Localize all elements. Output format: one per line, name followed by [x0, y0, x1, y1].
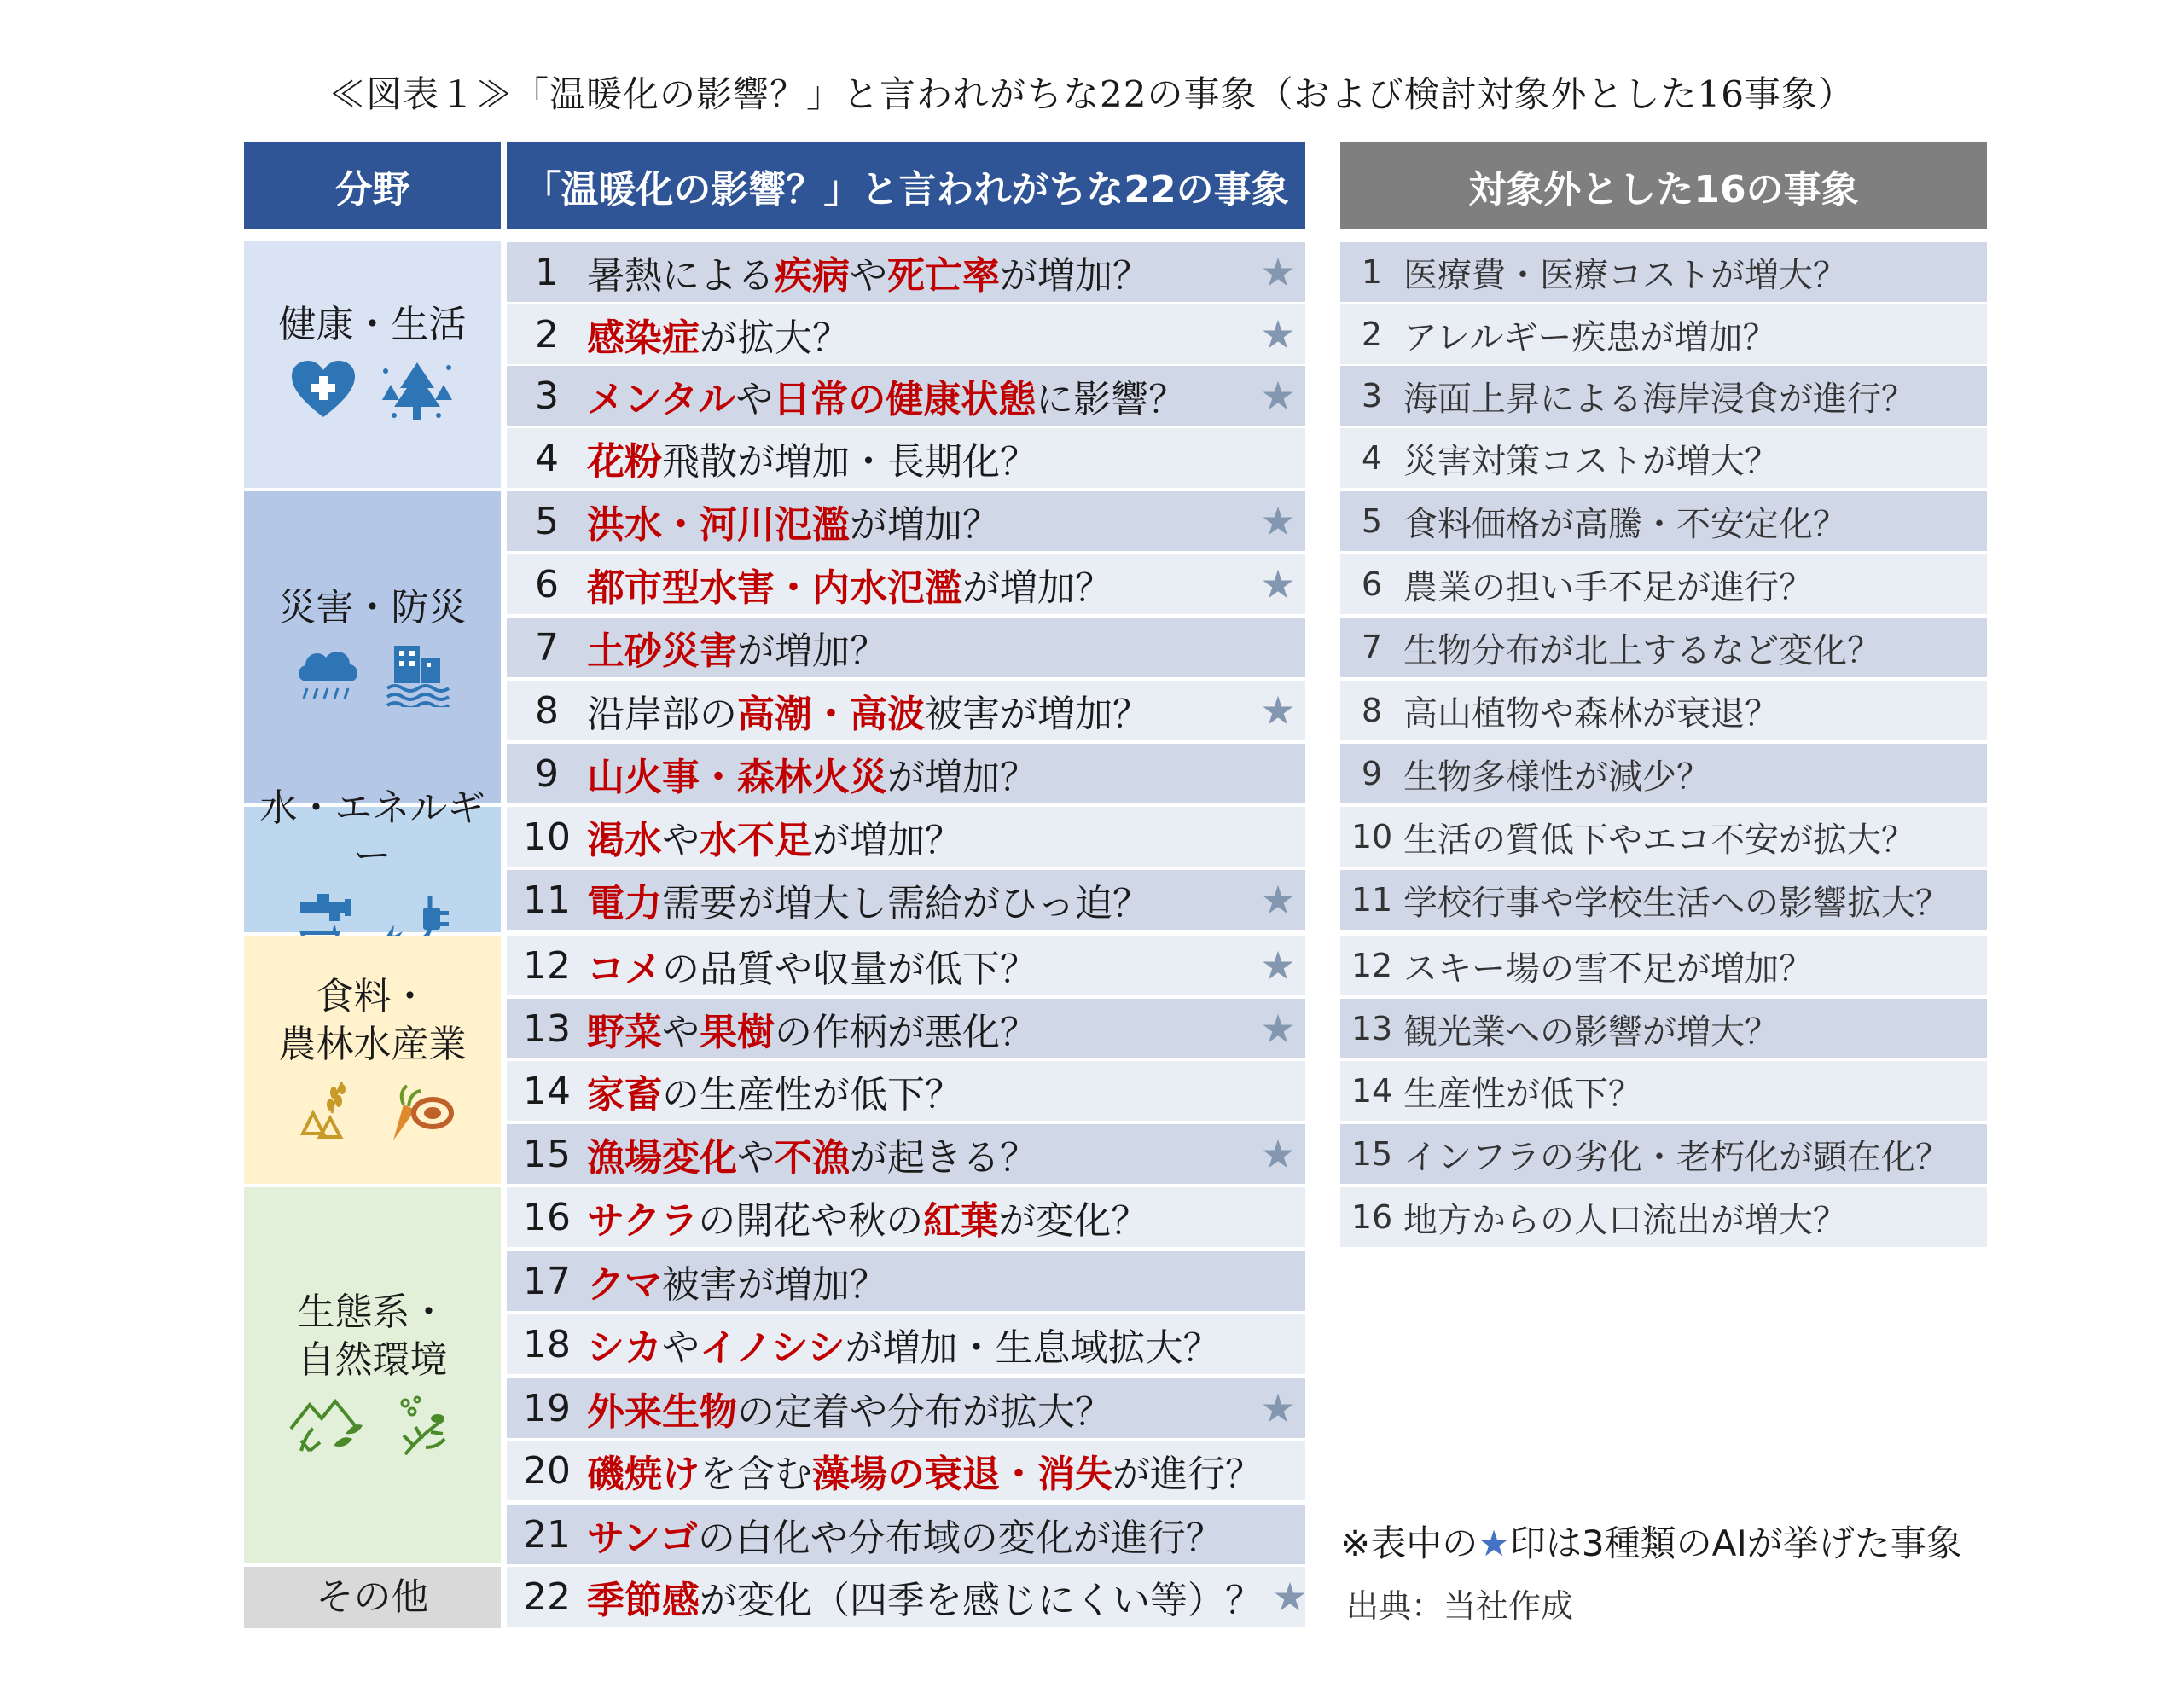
event-number: 19 [523, 1386, 571, 1430]
star-icon: ★ [1260, 498, 1296, 544]
excluded-number: 3 [1361, 377, 1383, 415]
header-events: 「温暖化の影響？」と言われがちな22の事象 [507, 142, 1305, 229]
event-text-part: 被害が増加？ [662, 1263, 887, 1307]
flood-building-icon [384, 642, 452, 710]
event-number: 10 [523, 815, 571, 859]
event-text-part: が増加？ [812, 819, 962, 862]
rice-icon [291, 1079, 351, 1147]
mountain-plants-icon [289, 1395, 366, 1463]
excluded-number: 2 [1361, 316, 1383, 353]
event-highlight: 渇水 [587, 819, 662, 862]
star-icon: ★ [1260, 249, 1296, 295]
event-text [587, 1064, 1251, 1118]
star-icon: ★ [1260, 942, 1296, 989]
category-health [244, 241, 501, 488]
excluded-number: 10 [1350, 818, 1393, 855]
event-text-part: が変化？ [998, 1199, 1149, 1243]
excluded-row [1340, 807, 1987, 867]
excluded-text: 農業の担い手不足が進行？ [1403, 567, 1813, 607]
rain-cloud-icon [293, 642, 362, 710]
event-highlight: 洪水・河川氾濫 [587, 503, 850, 547]
event-text-part: 沿岸部の [587, 693, 737, 736]
category-name: 水・エネルギー [259, 786, 485, 878]
event-text-part: や [662, 1326, 700, 1370]
event-text [587, 809, 1251, 864]
event-text-part: の定着や分布が拡大？ [737, 1390, 1112, 1434]
event-text-part: が拡大？ [700, 316, 850, 360]
excluded-number: 12 [1350, 947, 1393, 984]
excluded-row [1340, 999, 1987, 1058]
event-highlight: 紅葉 [923, 1199, 999, 1243]
event-number: 20 [523, 1448, 571, 1493]
excluded-number: 8 [1361, 692, 1383, 729]
excluded-text: 地方からの人口流出が増大？ [1403, 1200, 1847, 1240]
figure-title: ≪図表１≫「温暖化の影響？」と言われがちな22の事象（および検討対象外とした16事象） [329, 73, 1855, 115]
excluded-text: 災害対策コストが増大？ [1403, 441, 1779, 481]
event-text-part: が増加？ [962, 566, 1112, 610]
event-number: 12 [523, 943, 571, 988]
event-text [587, 683, 1251, 738]
event-text-part: の作柄が悪化？ [775, 1011, 1037, 1054]
event-text-part: や [662, 819, 700, 862]
event-row [507, 1441, 1305, 1500]
star-icon: ★ [1260, 877, 1296, 923]
event-text-part: が進行？ [1112, 1453, 1263, 1496]
excluded-text: 生活の質低下やエコ不安が拡大？ [1403, 820, 1915, 860]
excluded-number: 5 [1361, 502, 1383, 540]
category-name: 食料・ 農林水産業 [278, 974, 467, 1066]
event-row [507, 681, 1305, 740]
event-highlight: 花粉 [587, 440, 662, 484]
event-text [587, 1001, 1251, 1056]
excluded-text: アレルギー疾患が増加？ [1403, 317, 1777, 357]
star-icon: ★ [1260, 373, 1296, 419]
excluded-text: 医療費・医療コストが増大？ [1403, 255, 1847, 295]
event-text-part: の開花や秋の [698, 1199, 924, 1243]
event-row [507, 1187, 1305, 1247]
event-text [587, 1127, 1251, 1181]
star-icon: ★ [1260, 561, 1296, 607]
event-text-part: が増加？ [887, 756, 1037, 799]
event-number: 1 [535, 250, 559, 294]
event-number: 5 [535, 499, 559, 543]
category-icons [293, 642, 452, 710]
event-text [587, 620, 1251, 675]
event-highlight: 都市型水害・内水氾濫 [587, 566, 962, 610]
excluded-row [1340, 366, 1987, 426]
event-highlight: 漁場変化 [587, 1136, 737, 1180]
excluded-text: 学校行事や学校生活への影響拡大？ [1403, 883, 1949, 923]
star-icon: ★ [1260, 311, 1296, 357]
excluded-row [1340, 744, 1987, 803]
excluded-number: 11 [1350, 881, 1393, 919]
event-number: 3 [535, 374, 559, 418]
category-food [244, 936, 501, 1184]
event-highlight: 磯焼け [587, 1453, 700, 1496]
event-number: 11 [523, 878, 571, 922]
event-text-part: 需要が増大し需給がひっ迫？ [662, 882, 1150, 925]
event-text [587, 494, 1251, 548]
event-row [507, 1567, 1308, 1627]
event-text [587, 1254, 1251, 1308]
event-row [507, 807, 1305, 867]
event-highlight: 不漁 [775, 1136, 850, 1180]
event-number: 4 [535, 436, 559, 480]
event-row [507, 936, 1305, 995]
excluded-row [1340, 1124, 1987, 1184]
event-text [587, 307, 1251, 362]
event-text-part: が増加？ [850, 503, 1000, 547]
event-highlight: サクラ [587, 1199, 699, 1243]
header-excluded: 対象外とした16の事象 [1340, 142, 1987, 229]
event-row [507, 304, 1305, 364]
event-highlight: 疾病 [775, 254, 850, 298]
event-highlight: シカ [587, 1326, 662, 1370]
insects-plants-icon [388, 1395, 456, 1463]
event-text [587, 1190, 1251, 1244]
event-text-part: の生産性が低下？ [662, 1073, 962, 1116]
event-text-part: が増加？ [1000, 254, 1150, 298]
category-eco [244, 1187, 501, 1563]
event-number: 7 [535, 625, 559, 670]
event-highlight: 外来生物 [587, 1390, 737, 1434]
star-icon: ★ [1260, 1385, 1296, 1431]
event-highlight: 季節感 [587, 1579, 700, 1622]
event-number: 21 [523, 1512, 571, 1557]
excluded-row [1340, 428, 1987, 488]
event-text [587, 245, 1251, 299]
event-text-part: が増加・生息域拡大？ [845, 1326, 1221, 1370]
forest-icon [379, 359, 456, 427]
event-text-part: 暑熱による [587, 254, 775, 298]
source-note: 出典：当社作成 [1346, 1587, 1574, 1625]
excluded-number: 14 [1350, 1072, 1393, 1110]
event-text-part: が変化（四季を感じにくい等）？ [700, 1579, 1263, 1622]
event-text [587, 938, 1251, 993]
excluded-row [1340, 304, 1987, 364]
event-row [507, 1314, 1305, 1374]
star-icon: ★ [1478, 1522, 1510, 1564]
star-icon: ★ [1272, 1574, 1308, 1620]
event-text [587, 1317, 1251, 1372]
event-highlight: 水不足 [700, 819, 812, 862]
event-row [507, 1251, 1305, 1311]
event-highlight: 感染症 [587, 316, 700, 360]
event-highlight: 電力 [587, 882, 662, 925]
event-text [587, 431, 1251, 485]
event-number: 8 [535, 688, 559, 733]
header-field: 分野 [244, 142, 501, 229]
heart-plus-icon [290, 359, 357, 427]
event-text-part: が増加？ [737, 629, 887, 673]
event-text [587, 557, 1251, 612]
event-text-part: 被害が増加？ [925, 693, 1150, 736]
excluded-number: 7 [1361, 629, 1383, 666]
category-disaster [244, 491, 501, 803]
excluded-number: 4 [1361, 439, 1383, 477]
event-number: 15 [523, 1132, 571, 1176]
excluded-row [1340, 618, 1987, 677]
event-row [507, 1378, 1305, 1438]
excluded-text: 海面上昇による海岸浸食が進行？ [1403, 379, 1915, 419]
star-icon: ★ [1260, 687, 1296, 734]
event-text-part: を含む [700, 1453, 812, 1496]
event-text [587, 1381, 1251, 1435]
event-highlight: メンタル [587, 378, 736, 421]
event-row [507, 491, 1305, 551]
event-number: 2 [535, 312, 559, 357]
event-row [507, 1505, 1305, 1564]
note-prefix: ※表中の [1340, 1522, 1478, 1564]
category-name: 健康・生活 [278, 303, 467, 346]
event-highlight: クマ [587, 1263, 662, 1307]
event-text-part: や [850, 254, 887, 298]
excluded-text: 食料価格が高騰・不安定化？ [1403, 504, 1847, 544]
event-number: 18 [523, 1322, 571, 1366]
excluded-row [1340, 554, 1987, 614]
excluded-row [1340, 870, 1987, 930]
excluded-row [1340, 936, 1987, 995]
event-text [587, 368, 1251, 423]
event-row [507, 1124, 1305, 1184]
event-text [587, 873, 1251, 927]
excluded-text: 高山植物や森林が衰退？ [1403, 693, 1779, 734]
category-icons [291, 1079, 455, 1147]
excluded-row [1340, 242, 1987, 302]
event-row [507, 999, 1305, 1058]
event-text-part: の品質や収量が低下？ [662, 948, 1037, 991]
event-text-part: や [737, 1136, 775, 1180]
event-row [507, 554, 1305, 614]
event-number: 16 [523, 1195, 571, 1239]
event-highlight: 高潮・高波 [737, 693, 925, 736]
excluded-row [1340, 681, 1987, 740]
star-note [1340, 1516, 1962, 1567]
excluded-row [1340, 491, 1987, 551]
category-name: 災害・防災 [278, 586, 467, 629]
star-icon: ★ [1260, 1006, 1296, 1052]
excluded-number: 15 [1350, 1135, 1393, 1173]
excluded-text: 生物分布が北上するなど変化？ [1403, 630, 1881, 670]
event-text-part: や [735, 378, 774, 421]
excluded-text: 生産性が低下？ [1403, 1074, 1642, 1114]
event-highlight: イノシシ [700, 1326, 845, 1370]
note-suffix: 印は3種類のAIが挙げた事象 [1509, 1522, 1962, 1564]
event-number: 22 [523, 1575, 571, 1619]
event-text-part: の白化や分布域の変化が進行？ [697, 1517, 1223, 1560]
event-number: 6 [535, 562, 559, 606]
event-row [507, 744, 1305, 803]
excluded-number: 1 [1361, 253, 1383, 291]
event-highlight: サンゴ [587, 1517, 698, 1560]
category-icons [289, 1395, 456, 1463]
event-row [507, 366, 1305, 426]
event-highlight: 日常の健康状態 [773, 378, 1037, 421]
event-highlight: 藻場の衰退・消失 [812, 1453, 1112, 1496]
event-row [507, 428, 1305, 488]
event-text-part: が起きる？ [850, 1136, 1037, 1180]
event-highlight: 家畜 [587, 1073, 662, 1116]
excluded-row [1340, 1187, 1987, 1247]
event-text [587, 1507, 1251, 1562]
category-other [244, 1567, 501, 1628]
vegetables-fish-icon [373, 1079, 455, 1147]
event-row [507, 870, 1305, 930]
event-row [507, 618, 1305, 677]
event-text-part: 飛散が増加・長期化？ [662, 440, 1037, 484]
event-highlight: 土砂災害 [587, 629, 737, 673]
event-number: 13 [523, 1006, 571, 1051]
event-text [587, 1443, 1263, 1498]
excluded-row [1340, 1061, 1987, 1121]
event-row [507, 242, 1305, 302]
excluded-number: 6 [1361, 565, 1383, 603]
excluded-number: 16 [1350, 1198, 1393, 1236]
excluded-number: 13 [1350, 1010, 1393, 1047]
excluded-text: 生物多様性が減少？ [1403, 757, 1711, 797]
event-number: 17 [523, 1259, 571, 1303]
event-highlight: 死亡率 [887, 254, 1000, 298]
event-highlight: 山火事・森林火災 [587, 756, 887, 799]
excluded-text: インフラの劣化・老朽化が顕在化？ [1403, 1137, 1949, 1177]
event-highlight: コメ [587, 948, 662, 991]
event-number: 14 [523, 1069, 571, 1113]
excluded-text: スキー場の雪不足が増加？ [1403, 948, 1813, 989]
event-highlight: 野菜 [587, 1011, 662, 1054]
event-highlight: 果樹 [700, 1011, 775, 1054]
excluded-text: 観光業への影響が増大？ [1403, 1012, 1779, 1052]
event-text [587, 1569, 1263, 1624]
category-icons [290, 359, 456, 427]
event-text-part: に影響？ [1036, 378, 1187, 421]
event-number: 9 [535, 751, 559, 796]
category-name: その他 [316, 1575, 429, 1619]
event-row [507, 1061, 1305, 1121]
event-text-part: や [662, 1011, 700, 1054]
event-text [587, 746, 1251, 801]
category-name: 生態系・ 自然環境 [297, 1290, 448, 1382]
category-water [244, 786, 501, 932]
star-icon: ★ [1260, 1131, 1296, 1177]
excluded-number: 9 [1361, 755, 1383, 792]
